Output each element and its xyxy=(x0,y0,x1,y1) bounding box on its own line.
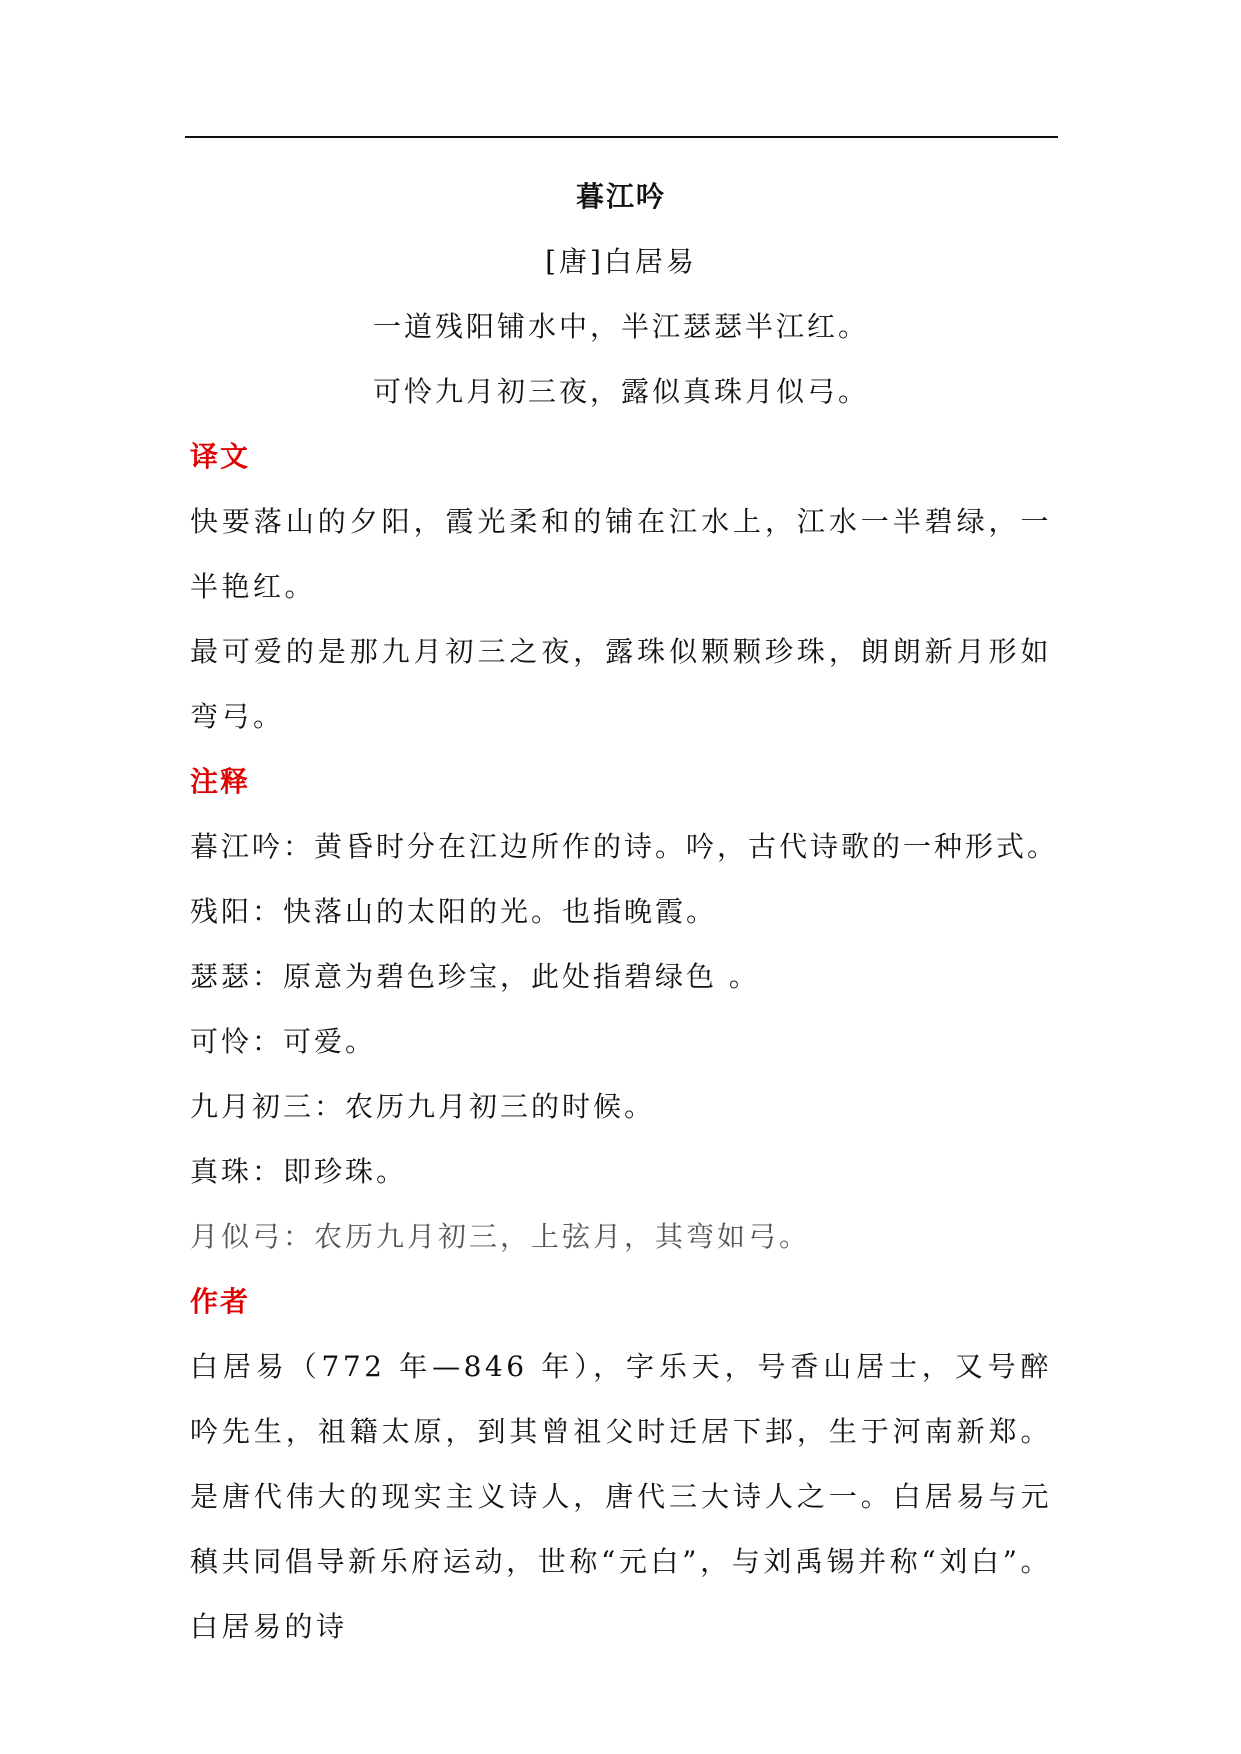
document-content xyxy=(190,164,1059,1659)
translation-paragraph-2: 最可爱的是那九月初三之夜，露珠似颗颗珍珠，朗朗新月形如弯弓。 xyxy=(190,635,1052,733)
author-heading: 作者 xyxy=(190,1285,251,1318)
note-item: 真珠：即珍珠。 xyxy=(190,1155,408,1188)
translation-heading: 译文 xyxy=(190,440,251,473)
header-rule xyxy=(185,136,1058,138)
poem-author: [唐]白居易 xyxy=(545,245,697,278)
notes-heading: 注释 xyxy=(190,765,251,798)
poem-line-1: 一道残阳铺水中，半江瑟瑟半江红。 xyxy=(372,310,869,343)
note-item: 月似弓：农历九月初三，上弦月，其弯如弓。 xyxy=(190,1220,811,1253)
poem-line-2: 可怜九月初三夜，露似真珠月似弓。 xyxy=(372,375,869,408)
note-item: 瑟瑟：原意为碧色珍宝，此处指碧绿色 。 xyxy=(190,960,760,993)
translation-paragraph-1: 快要落山的夕阳，霞光柔和的铺在江水上，江水一半碧绿，一半艳红。 xyxy=(190,505,1052,603)
note-item: 暮江吟：黄昏时分在江边所作的诗。吟，古代诗歌的一种形式。 xyxy=(190,830,1059,863)
note-item: 九月初三：农历九月初三的时候。 xyxy=(190,1090,656,1123)
note-item: 残阳：快落山的太阳的光。也指晚霞。 xyxy=(190,895,718,928)
note-item: 可怜：可爱。 xyxy=(190,1025,377,1058)
author-paragraph: 白居易（772 年—846 年），字乐天，号香山居士，又号醉吟先生，祖籍太原，到其曾祖父时迁居下邽，生于河南新郑。是唐代伟大的现实主义诗人，唐代三大诗人之一。白居易与元稹共同倡导新乐府运动，世称“元白”，与刘禹锡并称“刘白”。白居易的诗 xyxy=(190,1350,1052,1643)
poem-title: 暮江吟 xyxy=(575,180,666,213)
